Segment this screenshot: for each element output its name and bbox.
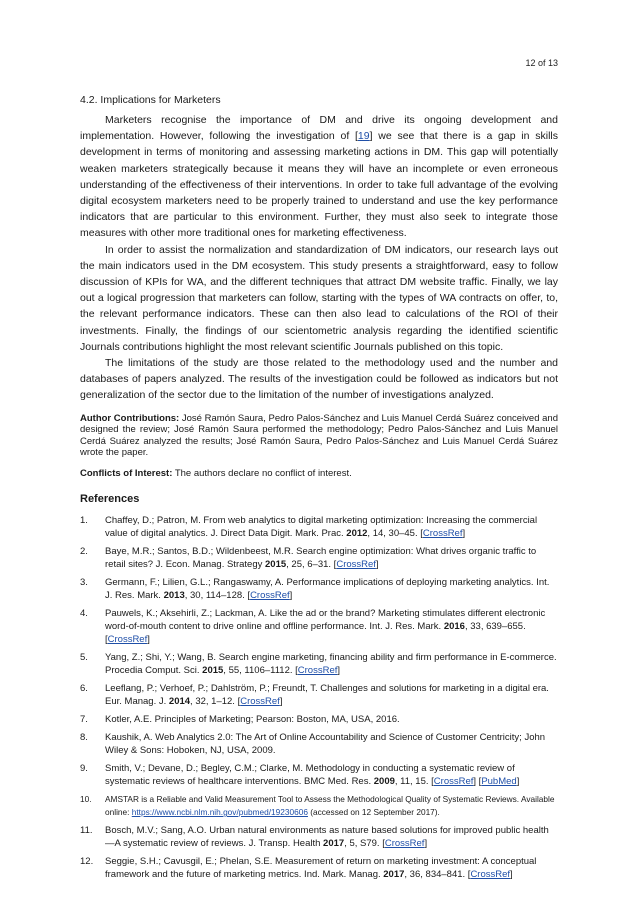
reference-year: 2017 — [323, 838, 345, 850]
reference-text: Chaffey, D.; Patron, M. From web analytics to digital marketing optimization: Increasing the commercial value of digital analytics. J. Direct Data Digit. Mark. Prac. — [105, 515, 538, 540]
reference-text: AMSTAR is a Reliable and Valid Measurement Tool to Assess the Methodological Quality of Systematic Reviews. Available online: — [105, 794, 555, 818]
reference-crossref-link[interactable]: CrossRef — [250, 590, 290, 602]
reference-crossref-link[interactable]: CrossRef — [107, 634, 148, 646]
reference-number: 3. — [80, 577, 88, 589]
author-contributions: Author Contributions: José Ramón Saura, Pedro Palos-Sánchez and Luis Manuel Cerdá Suárez conceived and designed the review; José Ramón Saura performed the methodology; Pedro Palos-Sánchez and Luis Manuel Cerdá Suárez analyzed the results; José Ramón Saura, Pedro Palos-Sánchez and Luis Manuel Cerdá Suárez wrote the paper. — [80, 412, 558, 459]
reference-number: 12. — [80, 856, 94, 868]
reference-item — [80, 576, 558, 602]
reference-text: , 32, 1–12. [ — [190, 696, 241, 708]
paragraph-2: In order to assist the normalization and standardization of DM indicators, our research lays out the main indicators used in the DM ecosystem. This study presents a straightforward, easy to follow discussion of KPIs for WA, and the different techniques that attract DM website traffic. Finally, we lay out a logical progression that marketers can follow, starting with the types of WA contracts on offer, to, the relevant performance indicators. These can then also lead to calculations of the ROI of their investments. Finally, the findings of our scientometric analysis regarding the identified scientific Journals contributions highlight the most relevant scientific Journals published on this topic. — [80, 243, 558, 353]
reference-text: ] — [462, 528, 466, 540]
page-number: 12 of 13 — [525, 58, 558, 68]
conflicts-of-interest: Conflicts of Interest: The authors declare no conflict of interest. — [80, 467, 352, 479]
reference-text: ] — [516, 776, 520, 788]
reference-text: , 5, S79. [ — [344, 838, 385, 850]
reference-item — [80, 607, 558, 646]
reference-pubmed-link[interactable]: PubMed — [481, 776, 517, 788]
reference-year: 2015 — [202, 665, 224, 677]
reference-item — [80, 682, 558, 708]
reference-text: Seggie, S.H.; Cavusgil, E.; Phelan, S.E. Measurement of return on marketing investment: A conceptual framework and the future of marketing metrics. Ind. Mark. Manag. — [105, 856, 537, 881]
reference-crossref-link[interactable]: CrossRef — [297, 665, 338, 677]
paragraph-3: The limitations of the study are those related to the methodology used and the number and databases of papers analyzed. The results of the investigation could be followed as indicators but not generalization of the sector due to the limitation of the number of investigations analyzed. — [80, 357, 558, 402]
reference-year: 2016 — [443, 621, 465, 633]
reference-number: 11. — [80, 825, 93, 837]
reference-item — [80, 713, 558, 726]
reference-text: Germann, F.; Lilien, G.L.; Rangaswamy, A. Performance implications of deploying marketing analytics. Int. J. Res. Mark. — [105, 577, 550, 602]
reference-year: 2013 — [163, 590, 185, 602]
reference-text: , 11, 15. [ — [394, 776, 434, 788]
reference-text: ] — [279, 696, 283, 708]
reference-number: 1. — [80, 515, 88, 527]
reference-text: , 55, 1106–1112. [ — [223, 665, 298, 677]
reference-item — [80, 731, 558, 757]
reference-crossref-link[interactable]: CrossRef — [433, 776, 474, 788]
reference-crossref-link[interactable]: CrossRef — [240, 696, 280, 708]
citation-link[interactable]: 19 — [357, 130, 370, 143]
reference-text: Kotler, A.E. Principles of Marketing; Pearson: Boston, MA, USA, 2016. — [105, 714, 400, 726]
reference-number: 9. — [80, 763, 88, 775]
reference-number: 6. — [80, 683, 88, 695]
reference-item — [80, 824, 558, 850]
reference-text: ] — [147, 634, 150, 646]
reference-list — [80, 514, 558, 881]
reference-text: Leeflang, P.; Verhoef, P.; Dahlström, P.; Freundt, T. Challenges and solutions for marketing in a digital era. Eur. Manag. J. — [105, 683, 549, 708]
reference-number: 8. — [80, 732, 88, 744]
reference-text: , 33, 639–655. [ — [105, 621, 526, 646]
reference-text: ] — [337, 665, 341, 677]
reference-text: , 36, 834–841. [ — [404, 869, 471, 881]
reference-crossref-link[interactable]: CrossRef — [470, 869, 511, 881]
reference-text: ] — [289, 590, 293, 602]
reference-text: Bosch, M.V.; Sang, A.O. Urban natural environments as nature based solutions for improved public health—A systematic review of reviews. J. Transp. Health — [105, 825, 549, 850]
reference-item: 9. Smith, V.; Devane, D.; Begley, C.M.; Clarke, M. Methodology in conducting a systematic review of systematic reviews of healthcare interventions. BMC Med. Res. 2009, 11, 15. [CrossRef] [PubMed] — [80, 763, 520, 788]
reference-url-link[interactable]: https://www.ncbi.nlm.nih.gov/pubmed/19230606 — [131, 807, 308, 818]
reference-text: , 30, 114–128. [ — [184, 590, 251, 602]
reference-year: 2015 — [265, 559, 287, 571]
reference-crossref-link[interactable]: CrossRef — [384, 838, 425, 850]
reference-number: 2. — [80, 546, 88, 558]
reference-text: Smith, V.; Devane, D.; Begley, C.M.; Clarke, M. Methodology in conducting a systematic review of systematic reviews of healthcare interventions. BMC Med. Res. — [105, 763, 515, 788]
reference-text: Yang, Z.; Shi, Y.; Wang, B. Search engine marketing, financing ability and firm performance in E-commerce. Procedia Comput. Sci. — [105, 652, 557, 677]
reference-item — [80, 855, 558, 881]
reference-text: Kaushik, A. Web Analytics 2.0: The Art of Online Accountability and Science of Customer Centricity; John Wiley & Sons: Hoboken, NJ, USA, 2009. — [105, 732, 546, 757]
reference-year: 2009 — [373, 776, 395, 788]
reference-year: 2014 — [168, 696, 191, 708]
references-heading: References — [80, 493, 140, 506]
page-content — [80, 94, 558, 886]
reference-number: 4. — [80, 608, 88, 620]
reference-number: 10. — [80, 794, 92, 805]
paragraph-1: Marketers recognise the importance of DM and drive its ongoing development and implementation. However, following the investigation of [19] we see that there is a gap in skills development in terms of monitoring and assessing marketing actions in DM. This gap will potentially weaken marketers strategically because it means they will have an incomplete or even erroneous understanding of the effectiveness of their interventions. In order to take full advantage of the evolving digital ecosystem marketers need to be properly trained to understand and use the key performance indicators that are particular to this environment. Further, they must also seek to integrate those measures with other more traditional ones for marketing effectiveness. — [80, 114, 558, 240]
reference-text: ] — [424, 838, 428, 850]
reference-item — [80, 651, 558, 677]
reference-number: 5. — [80, 652, 88, 664]
reference-text: Baye, M.R.; Santos, B.D.; Wildenbeest, M.R. Search engine optimization: What drives organic traffic to retail sites? J. Econ. Manag. Strategy — [105, 546, 537, 571]
reference-text: , 14, 30–45. [ — [367, 528, 423, 540]
section-heading: 4.2. Implications for Marketers — [80, 94, 221, 106]
reference-text: ] — [375, 559, 379, 571]
reference-text: Pauwels, K.; Aksehirli, Z.; Lackman, A. Like the ad or the brand? Marketing stimulates different electronic word-of-mouth content to drive online and offline performance. Int. J. Res. Mark. — [105, 608, 546, 633]
reference-year: 2017 — [383, 869, 405, 881]
reference-number: 7. — [80, 714, 88, 726]
reference-text: , 25, 6–31. [ — [286, 559, 337, 571]
reference-item — [80, 514, 558, 540]
reference-item — [80, 793, 558, 819]
reference-crossref-link[interactable]: CrossRef — [336, 559, 376, 571]
reference-text: (accessed on 12 September 2017). — [307, 807, 440, 818]
reference-crossref-link[interactable]: CrossRef — [422, 528, 463, 540]
reference-year: 2012 — [346, 528, 368, 540]
reference-item — [80, 545, 558, 571]
reference-text: ] — [510, 869, 513, 881]
